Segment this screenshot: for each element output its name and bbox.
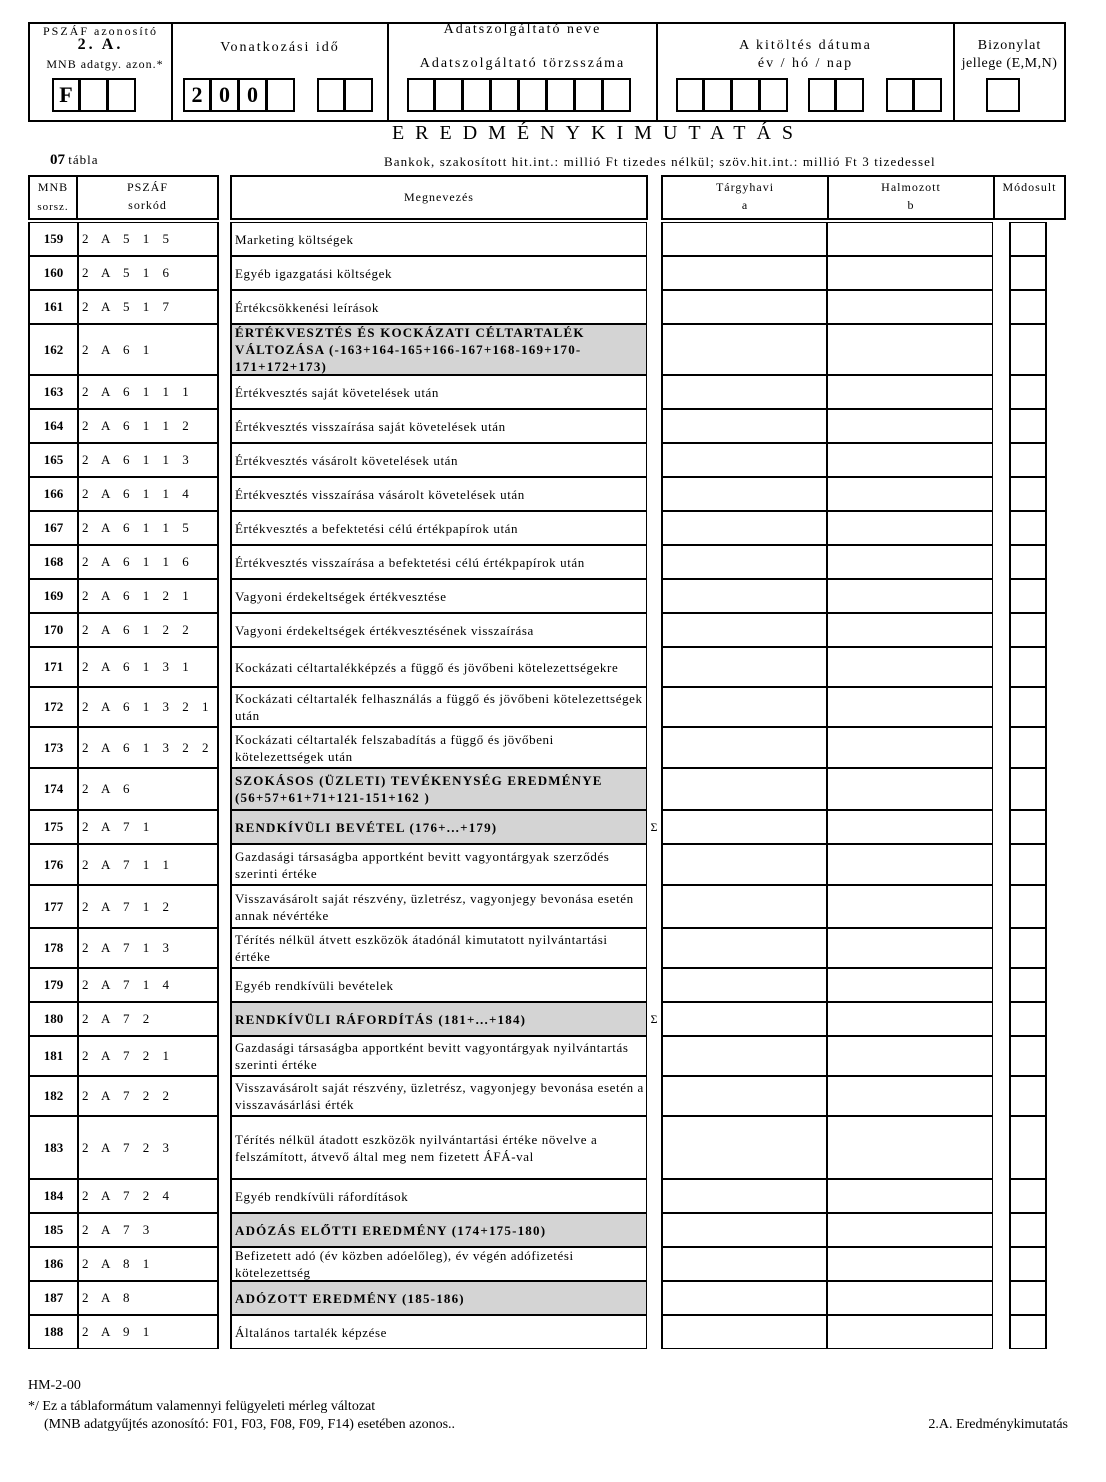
table-bottom-edge [28, 1348, 1048, 1350]
date-box-1[interactable] [676, 78, 704, 112]
col-a-label: Tárgyhavi [715, 180, 775, 194]
row-code: 2 A 6 1 1 1 [78, 375, 219, 409]
cell-halmozott[interactable] [827, 324, 993, 375]
row-number: 179 [28, 968, 78, 1002]
cell-targyhavi[interactable] [661, 928, 827, 968]
cell-halmozott[interactable] [827, 1002, 993, 1036]
row-code: 2 A 7 1 2 [78, 885, 219, 928]
cell-modosult[interactable] [1009, 1179, 1047, 1213]
cell-halmozott[interactable] [827, 477, 993, 511]
row-name: Marketing költségek [230, 222, 647, 256]
reg-box-1[interactable] [407, 78, 435, 112]
row-number: 177 [28, 885, 78, 928]
cell-modosult[interactable] [1009, 1076, 1047, 1116]
row-number: 174 [28, 768, 78, 810]
row-number: 181 [28, 1036, 78, 1076]
cell-modosult[interactable] [1009, 968, 1047, 1002]
cell-modosult[interactable] [1009, 844, 1047, 885]
cell-modosult[interactable] [1009, 477, 1047, 511]
period-label: Vonatkozási idő [220, 40, 340, 55]
cell-modosult[interactable] [1009, 256, 1047, 290]
cell-targyhavi[interactable] [661, 409, 827, 443]
mnb-id-label: MNB adatgy. azon.* [46, 57, 164, 71]
row-code: 2 A 6 1 1 3 [78, 443, 219, 477]
row-number: 183 [28, 1116, 78, 1179]
table-row [0, 222, 1106, 256]
provider-name-label: Adatszolgáltató neve [443, 22, 602, 37]
table-row [0, 885, 1106, 928]
cell-targyhavi[interactable] [661, 511, 827, 545]
table-row [0, 1281, 1106, 1315]
row-name: Egyéb rendkívüli bevételek [230, 968, 647, 1002]
row-name: Visszavásárolt saját részvény, üzletrész, vagyonjegy bevonása esetén a visszavásárlási érték [230, 1076, 647, 1116]
provider-reg-label: Adatszolgáltató törzsszáma [419, 56, 626, 71]
period-year-boxes[interactable] [183, 78, 295, 112]
sigma-mark: Σ [650, 819, 658, 834]
cell-halmozott[interactable] [827, 1036, 993, 1076]
pszaf-id-cell [28, 22, 173, 122]
row-code: 2 A 5 1 7 [78, 290, 219, 324]
mnb-box-3[interactable] [108, 78, 136, 112]
row-code: 2 A 6 1 2 1 [78, 579, 219, 613]
cell-halmozott[interactable] [827, 1315, 993, 1349]
table-row [0, 1076, 1106, 1116]
cell-halmozott[interactable] [827, 1076, 993, 1116]
col-a-sub: a [741, 198, 749, 212]
cell-halmozott[interactable] [827, 1213, 993, 1247]
cell-modosult[interactable] [1009, 1247, 1047, 1281]
cell-modosult[interactable] [1009, 727, 1047, 768]
cell-halmozott[interactable] [827, 375, 993, 409]
row-name: Általános tartalék képzése [230, 1315, 647, 1349]
cell-halmozott[interactable] [827, 727, 993, 768]
cell-halmozott[interactable] [827, 844, 993, 885]
table-row [0, 511, 1106, 545]
table-row [0, 928, 1106, 968]
cell-targyhavi[interactable] [661, 545, 827, 579]
row-name: SZOKÁSOS (ÜZLETI) TEVÉKENYSÉG EREDMÉNYE (56+57+61+71+121-151+162 ) [230, 768, 647, 810]
row-number: 165 [28, 443, 78, 477]
cell-modosult[interactable] [1009, 1315, 1047, 1349]
table-number: 07 [50, 152, 65, 168]
fill-date-month-boxes[interactable] [808, 78, 864, 112]
row-name: Egyéb igazgatási költségek [230, 256, 647, 290]
row-code: 2 A 7 2 4 [78, 1179, 219, 1213]
mnb-box-1[interactable]: F [52, 78, 80, 112]
cell-targyhavi[interactable] [661, 324, 827, 375]
row-code: 2 A 6 1 3 2 2 [78, 727, 219, 768]
table-row [0, 579, 1106, 613]
row-name: Gazdasági társaságba apportként bevitt vagyontárgyak nyilvántartás szerinti értéke [230, 1036, 647, 1076]
cell-halmozott[interactable] [827, 256, 993, 290]
row-code: 2 A 7 2 3 [78, 1116, 219, 1179]
reg-box-4[interactable] [491, 78, 519, 112]
col-header-a [661, 175, 829, 220]
date-box-5[interactable] [808, 78, 836, 112]
cell-modosult[interactable] [1009, 1213, 1047, 1247]
date-box-6[interactable] [836, 78, 864, 112]
cell-targyhavi[interactable] [661, 1076, 827, 1116]
row-name: RENDKÍVÜLI RÁFORDÍTÁS (181+...+184) [230, 1002, 647, 1036]
cell-modosult[interactable] [1009, 290, 1047, 324]
doc-type-box[interactable] [986, 78, 1020, 112]
row-name: Kockázati céltartalék felszabadítás a függő és jövőbeni kötelezettségek után [230, 727, 647, 768]
table-row [0, 409, 1106, 443]
table-row [0, 290, 1106, 324]
table-row [0, 613, 1106, 647]
table-row [0, 545, 1106, 579]
cell-targyhavi[interactable] [661, 477, 827, 511]
row-name: Vagyoni érdekeltségek értékvesztése [230, 579, 647, 613]
fill-date-cell [656, 22, 955, 122]
cell-halmozott[interactable] [827, 290, 993, 324]
row-code: 2 A 5 1 6 [78, 256, 219, 290]
cell-halmozott[interactable] [827, 968, 993, 1002]
date-box-7[interactable] [886, 78, 914, 112]
doc-type-cell [953, 22, 1066, 122]
table-row [0, 810, 1106, 844]
period-month-boxes[interactable] [317, 78, 373, 112]
row-code: 2 A 6 1 3 2 1 [78, 687, 219, 727]
page-title: EREDMÉNYKIMUTATÁS [391, 122, 805, 144]
cell-targyhavi[interactable] [661, 885, 827, 928]
date-box-2[interactable] [704, 78, 732, 112]
cell-targyhavi[interactable] [661, 968, 827, 1002]
table-label [50, 152, 99, 169]
cell-modosult[interactable] [1009, 810, 1047, 844]
col-mnb-sub: sorsz. [37, 201, 69, 213]
row-code: 2 A 7 1 1 [78, 844, 219, 885]
row-number: 175 [28, 810, 78, 844]
col-m-label: Módosult [1002, 180, 1057, 194]
pszaf-id-value: 2. A. [77, 36, 124, 53]
row-name: Értékvesztés vásárolt követelések után [230, 443, 647, 477]
row-code: 2 A 7 1 [78, 810, 219, 844]
cell-targyhavi[interactable] [661, 290, 827, 324]
cell-modosult[interactable] [1009, 545, 1047, 579]
row-number: 184 [28, 1179, 78, 1213]
row-code: 2 A 6 1 1 6 [78, 545, 219, 579]
cell-modosult[interactable] [1009, 409, 1047, 443]
table-row [0, 768, 1106, 810]
period-box-2[interactable]: 0 [211, 78, 239, 112]
pszaf-id-label: PSZÁF azonosító [42, 24, 158, 38]
table-row [0, 844, 1106, 885]
cell-modosult[interactable] [1009, 1002, 1047, 1036]
cell-halmozott[interactable] [827, 768, 993, 810]
cell-targyhavi[interactable] [661, 810, 827, 844]
row-code: 2 A 8 [78, 1281, 219, 1315]
cell-halmozott[interactable] [827, 579, 993, 613]
period-box-4[interactable] [267, 78, 295, 112]
cell-halmozott[interactable] [827, 1247, 993, 1281]
doc-type-label2: jellege (E,M,N) [961, 56, 1058, 71]
doc-type-input[interactable] [986, 78, 1020, 112]
cell-modosult[interactable] [1009, 324, 1047, 375]
cell-targyhavi[interactable] [661, 222, 827, 256]
row-number: 170 [28, 613, 78, 647]
table-row [0, 1179, 1106, 1213]
table-row [0, 1116, 1106, 1179]
row-number: 166 [28, 477, 78, 511]
cell-modosult[interactable] [1009, 613, 1047, 647]
row-name: Értékvesztés visszaírása saját követelések után [230, 409, 647, 443]
row-name: ÉRTÉKVESZTÉS ÉS KOCKÁZATI CÉLTARTALÉK VÁLTOZÁSA (-163+164-165+166-167+168-169+170-171+172+173) [230, 324, 647, 375]
table-row [0, 1036, 1106, 1076]
table-row [0, 477, 1106, 511]
row-name: Értékvesztés visszaírása vásárolt követelések után [230, 477, 647, 511]
cell-halmozott[interactable] [827, 810, 993, 844]
footnote-line2: (MNB adatgyűjtés azonosító: F01, F03, F08, F09, F14) esetében azonos.. [44, 1417, 456, 1432]
cell-modosult[interactable] [1009, 1116, 1047, 1179]
row-code: 2 A 6 1 3 1 [78, 647, 219, 687]
sigma-mark: Σ [650, 1011, 658, 1026]
fill-date-day-boxes[interactable] [886, 78, 942, 112]
cell-modosult[interactable] [1009, 222, 1047, 256]
cell-halmozott[interactable] [827, 928, 993, 968]
row-number: 173 [28, 727, 78, 768]
row-name: Kockázati céltartalékképzés a függő és jövőbeni kötelezettségekre [230, 647, 647, 687]
doc-type-label: Bizonylat [977, 38, 1042, 53]
row-code: 2 A 6 1 1 2 [78, 409, 219, 443]
row-code: 2 A 8 1 [78, 1247, 219, 1281]
cell-modosult[interactable] [1009, 687, 1047, 727]
cell-halmozott[interactable] [827, 647, 993, 687]
reg-box-2[interactable] [435, 78, 463, 112]
cell-targyhavi[interactable] [661, 1247, 827, 1281]
col-pszaf-sub: sorkód [128, 198, 167, 212]
row-code: 2 A 6 1 [78, 324, 219, 375]
row-number: 187 [28, 1281, 78, 1315]
col-header-mnb [28, 175, 78, 220]
cell-halmozott[interactable] [827, 1116, 993, 1179]
cell-modosult[interactable] [1009, 1281, 1047, 1315]
period-cell [171, 22, 389, 122]
footnote-line1: */ Ez a táblaformátum valamennyi felügyeleti mérleg változat [28, 1399, 376, 1414]
cell-targyhavi[interactable] [661, 647, 827, 687]
period-box-3[interactable]: 0 [239, 78, 267, 112]
row-code: 2 A 6 1 1 4 [78, 477, 219, 511]
fill-date-year-boxes[interactable] [676, 78, 788, 112]
row-name: Térítés nélkül átadott eszközök nyilvántartási értéke növelve a felszámított, átvevő által meg nem fizetett ÁFÁ-val [230, 1116, 647, 1179]
form-code: HM-2-00 [28, 1378, 81, 1393]
col-b-sub: b [907, 198, 915, 212]
row-name: Értékvesztés saját követelések után [230, 375, 647, 409]
table-row [0, 1002, 1106, 1036]
fill-date-format: év / hó / nap [757, 56, 854, 71]
cell-targyhavi[interactable] [661, 1036, 827, 1076]
footer-right-label: 2.A. Eredménykimutatás [928, 1417, 1068, 1432]
cell-halmozott[interactable] [827, 545, 993, 579]
table-row [0, 687, 1106, 727]
row-number: 176 [28, 844, 78, 885]
table-row [0, 1315, 1106, 1349]
row-name: Kockázati céltartalék felhasználás a függő és jövőbeni kötelezettségek után [230, 687, 647, 727]
row-name: ADÓZÁS ELŐTTI EREDMÉNY (174+175-180) [230, 1213, 647, 1247]
date-box-4[interactable] [760, 78, 788, 112]
cell-targyhavi[interactable] [661, 844, 827, 885]
reg-box-6[interactable] [547, 78, 575, 112]
cell-targyhavi[interactable] [661, 1281, 827, 1315]
table-row [0, 443, 1106, 477]
row-name: Értékcsökkenési leírások [230, 290, 647, 324]
cell-modosult[interactable] [1009, 768, 1047, 810]
row-code: 2 A 7 1 4 [78, 968, 219, 1002]
col-b-label: Halmozott [881, 180, 941, 194]
row-name: Vagyoni érdekeltségek értékvesztésének visszaírása [230, 613, 647, 647]
table-row [0, 256, 1106, 290]
table-row [0, 1247, 1106, 1281]
cell-targyhavi[interactable] [661, 1002, 827, 1036]
row-number: 182 [28, 1076, 78, 1116]
cell-targyhavi[interactable] [661, 613, 827, 647]
row-number: 169 [28, 579, 78, 613]
table-label-text: tábla [68, 152, 99, 167]
cell-modosult[interactable] [1009, 928, 1047, 968]
cell-halmozott[interactable] [827, 885, 993, 928]
cell-targyhavi[interactable] [661, 1213, 827, 1247]
cell-halmozott[interactable] [827, 409, 993, 443]
col-header-m [993, 175, 1066, 220]
row-code: 2 A 6 1 1 5 [78, 511, 219, 545]
cell-halmozott[interactable] [827, 687, 993, 727]
row-name: Gazdasági társaságba apportként bevitt vagyontárgyak szerződés szerinti értéke [230, 844, 647, 885]
cell-halmozott[interactable] [827, 511, 993, 545]
row-number: 178 [28, 928, 78, 968]
cell-modosult[interactable] [1009, 1036, 1047, 1076]
row-name: Térítés nélkül átvett eszközök átadónál kimutatott nyilvántartási értéke [230, 928, 647, 968]
reg-box-5[interactable] [519, 78, 547, 112]
mnb-box-2[interactable] [80, 78, 108, 112]
cell-halmozott[interactable] [827, 443, 993, 477]
row-code: 2 A 7 2 [78, 1002, 219, 1036]
col-pszaf-label: PSZÁF [126, 180, 169, 194]
cell-modosult[interactable] [1009, 647, 1047, 687]
provider-reg-boxes[interactable] [407, 78, 631, 112]
cell-halmozott[interactable] [827, 613, 993, 647]
cell-targyhavi[interactable] [661, 1116, 827, 1179]
cell-targyhavi[interactable] [661, 687, 827, 727]
row-number: 186 [28, 1247, 78, 1281]
date-box-8[interactable] [914, 78, 942, 112]
mnb-id-boxes[interactable] [52, 78, 136, 112]
cell-modosult[interactable] [1009, 511, 1047, 545]
cell-halmozott[interactable] [827, 222, 993, 256]
period-box-1[interactable]: 2 [183, 78, 211, 112]
cell-targyhavi[interactable] [661, 443, 827, 477]
cell-targyhavi[interactable] [661, 375, 827, 409]
row-number: 188 [28, 1315, 78, 1349]
period-box-5[interactable] [317, 78, 345, 112]
row-number: 180 [28, 1002, 78, 1036]
row-number: 160 [28, 256, 78, 290]
fill-date-label: A kitöltés dátuma [739, 38, 872, 53]
row-name: Egyéb rendkívüli ráfordítások [230, 1179, 647, 1213]
row-name: ADÓZOTT EREDMÉNY (185-186) [230, 1281, 647, 1315]
row-code: 2 A 6 [78, 768, 219, 810]
row-code: 2 A 5 1 5 [78, 222, 219, 256]
row-number: 185 [28, 1213, 78, 1247]
row-number: 172 [28, 687, 78, 727]
cell-modosult[interactable] [1009, 579, 1047, 613]
provider-cell [387, 22, 658, 122]
table-row [0, 324, 1106, 375]
cell-targyhavi[interactable] [661, 727, 827, 768]
reg-box-8[interactable] [603, 78, 631, 112]
row-number: 162 [28, 324, 78, 375]
reg-box-7[interactable] [575, 78, 603, 112]
cell-targyhavi[interactable] [661, 1315, 827, 1349]
row-name: Értékvesztés a befektetési célú értékpapírok után [230, 511, 647, 545]
row-code: 2 A 7 2 1 [78, 1036, 219, 1076]
cell-targyhavi[interactable] [661, 256, 827, 290]
date-box-3[interactable] [732, 78, 760, 112]
period-box-6[interactable] [345, 78, 373, 112]
row-name: Befizetett adó (év közben adóelőleg), év végén adófizetési kötelezettség [230, 1247, 647, 1281]
cell-targyhavi[interactable] [661, 579, 827, 613]
cell-halmozott[interactable] [827, 1281, 993, 1315]
row-name: Értékvesztés visszaírása a befektetési célú értékpapírok után [230, 545, 647, 579]
table-row [0, 727, 1106, 768]
row-number: 159 [28, 222, 78, 256]
row-code: 2 A 7 3 [78, 1213, 219, 1247]
row-name: RENDKÍVÜLI BEVÉTEL (176+...+179) [230, 810, 647, 844]
row-number: 167 [28, 511, 78, 545]
col-header-b [827, 175, 995, 220]
row-code: 2 A 7 2 2 [78, 1076, 219, 1116]
row-number: 168 [28, 545, 78, 579]
cell-targyhavi[interactable] [661, 1179, 827, 1213]
cell-modosult[interactable] [1009, 885, 1047, 928]
table-row [0, 375, 1106, 409]
reg-box-3[interactable] [463, 78, 491, 112]
cell-modosult[interactable] [1009, 443, 1047, 477]
row-code: 2 A 9 1 [78, 1315, 219, 1349]
units-note: Bankok, szakosított hit.int.: millió Ft tizedes nélkül; szöv.hit.int.: millió Ft 3 tizedessel [384, 154, 936, 169]
cell-halmozott[interactable] [827, 1179, 993, 1213]
row-number: 163 [28, 375, 78, 409]
row-number: 161 [28, 290, 78, 324]
row-code: 2 A 7 1 3 [78, 928, 219, 968]
row-number: 164 [28, 409, 78, 443]
col-header-pszaf [76, 175, 219, 220]
row-name: Visszavásárolt saját részvény, üzletrész, vagyonjegy bevonása esetén annak névértéke [230, 885, 647, 928]
col-mnb-label: MNB [37, 180, 69, 194]
cell-targyhavi[interactable] [661, 768, 827, 810]
table-row [0, 647, 1106, 687]
col-header-name: Megnevezés [230, 175, 648, 220]
cell-modosult[interactable] [1009, 375, 1047, 409]
table-row [0, 968, 1106, 1002]
row-code: 2 A 6 1 2 2 [78, 613, 219, 647]
table-row [0, 1213, 1106, 1247]
row-number: 171 [28, 647, 78, 687]
